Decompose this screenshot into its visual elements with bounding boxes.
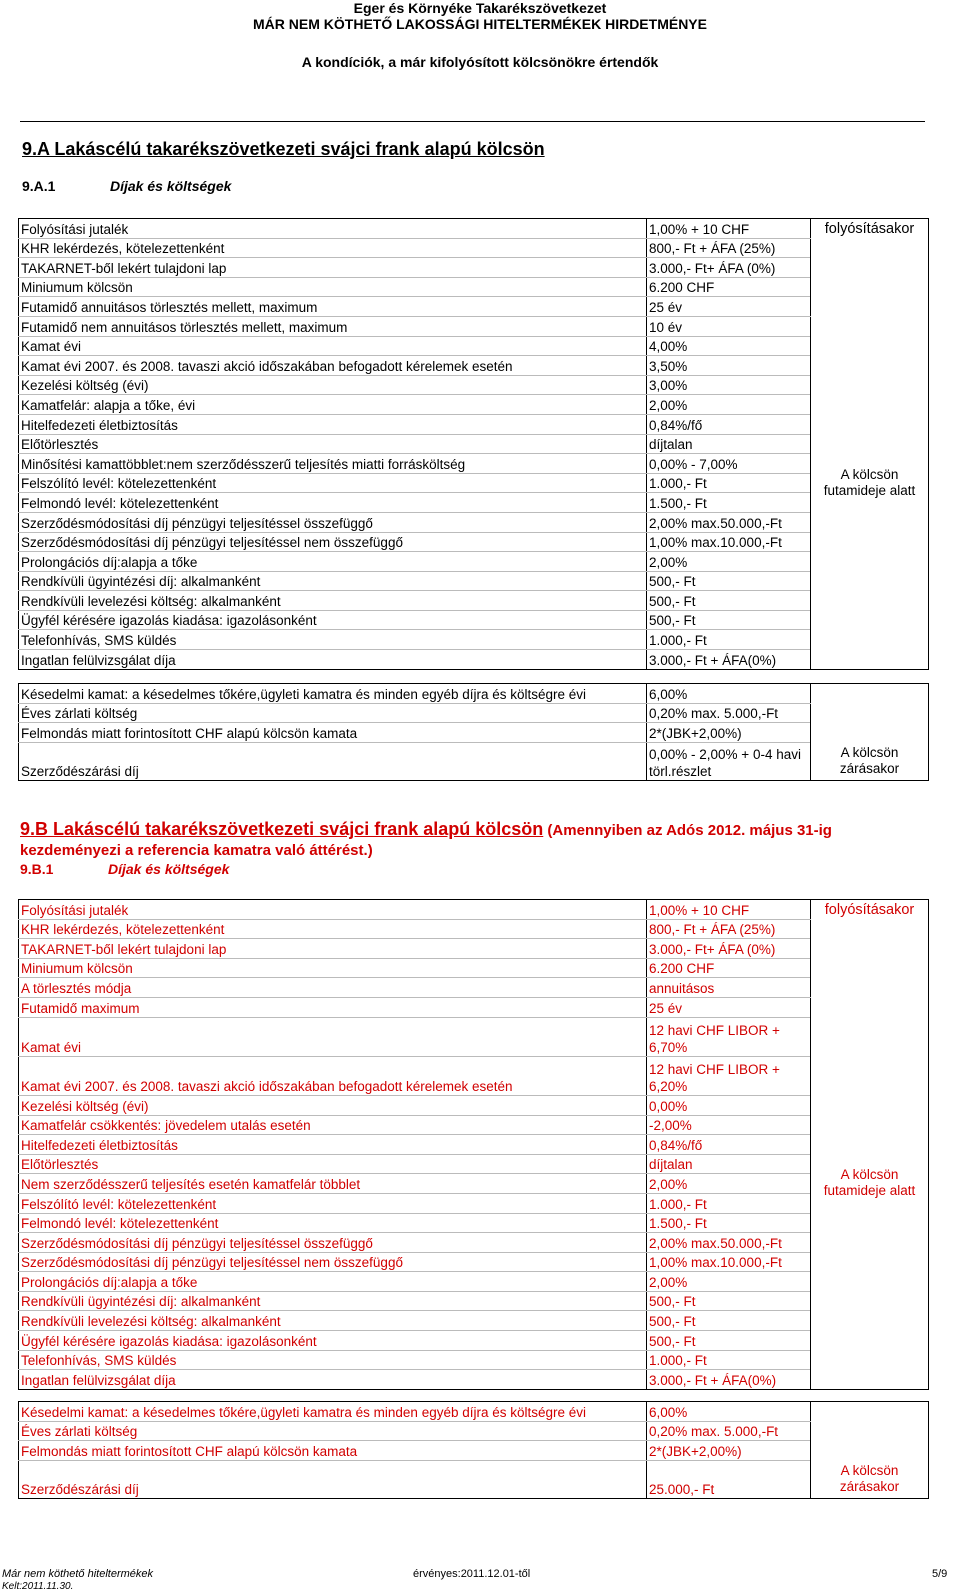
fee-label: Prolongációs díj:alapja a tőke xyxy=(19,1272,647,1292)
table-row xyxy=(19,723,929,743)
fee-label: Kamatfelár: alapja a tőke, évi xyxy=(19,395,647,415)
fee-value: 2,00% max.50.000,-Ft xyxy=(647,1233,811,1253)
fee-value: 500,- Ft xyxy=(647,571,811,591)
fee-value: 2,00% xyxy=(647,552,811,572)
table-row xyxy=(19,742,929,780)
table-row xyxy=(19,1331,929,1351)
fee-label: Futamidő annuitásos törlesztés mellett, maximum xyxy=(19,297,647,317)
document-title: MÁR NEM KÖTHETŐ LAKOSSÁGI HITELTERMÉKEK HIRDETMÉNYE xyxy=(253,16,707,32)
fee-label: Késedelmi kamat: a késedelmes tőkére,ügyleti kamatra és minden egyéb díjra és költségre évi xyxy=(19,1402,647,1422)
fee-value: 4,00% xyxy=(647,336,811,356)
loan-term-note: A kölcsön futamideje alatt xyxy=(811,978,929,1389)
fee-value: 6,00% xyxy=(647,684,811,704)
fee-label: Ingatlan felülvizsgálat díja xyxy=(19,650,647,670)
table-row xyxy=(19,571,929,591)
fee-value: 25.000,- Ft xyxy=(647,1460,811,1498)
fee-label: Miniumum kölcsön xyxy=(19,277,647,297)
fee-value: 3,00% xyxy=(647,375,811,395)
table-row xyxy=(19,703,929,723)
table-row xyxy=(19,900,929,920)
fee-value: 6.200 CHF xyxy=(647,277,811,297)
fee-label: TAKARNET-ből lekért tulajdoni lap xyxy=(19,939,647,959)
table-row xyxy=(19,395,929,415)
table-row xyxy=(19,473,929,493)
table-row xyxy=(19,1252,929,1272)
fee-label: Szerződésmódosítási díj pénzügyi teljesítéssel nem összefüggő xyxy=(19,532,647,552)
fee-label: Nem szerződésszerű teljesítés esetén kamatfelár többlet xyxy=(19,1174,647,1194)
fee-value: 3.000,- Ft+ ÁFA (0%) xyxy=(647,939,811,959)
blank-note-cell xyxy=(811,684,929,743)
fee-value: 2*(JBK+2,00%) xyxy=(647,1441,811,1461)
fee-value: 0,00% - 2,00% + 0-4 havi törl.részlet xyxy=(647,742,811,780)
table-row xyxy=(19,454,929,474)
table-row xyxy=(19,1272,929,1292)
fee-value: 0,20% max. 5.000,-Ft xyxy=(647,703,811,723)
fee-label: Felszólító levél: kötelezettenként xyxy=(19,1193,647,1213)
fee-value: annuitásos xyxy=(647,978,811,998)
table-row xyxy=(19,630,929,650)
fee-value: 0,00% xyxy=(647,1095,811,1115)
fee-value: 500,- Ft xyxy=(647,591,811,611)
fee-label: Folyósítási jutalék xyxy=(19,900,647,920)
fee-value: 3.000,- Ft + ÁFA(0%) xyxy=(647,1370,811,1390)
table-row xyxy=(19,939,929,959)
fee-value: 0,84%/fő xyxy=(647,414,811,434)
footer-left: Már nem köthető hiteltermékek xyxy=(2,1568,154,1580)
bank-name: Eger és Környéke Takarékszövetkezet xyxy=(353,0,607,16)
table-row xyxy=(19,512,929,532)
table-row xyxy=(19,919,929,939)
table-row xyxy=(19,997,929,1017)
fee-label: A törlesztés módja xyxy=(19,978,647,998)
section-a-title: 9.A Lakáscélú takarékszövetkezeti svájci frank alapú kölcsön xyxy=(22,139,545,159)
table-row xyxy=(19,958,929,978)
fee-value: 2,00% xyxy=(647,1174,811,1194)
fee-value: 12 havi CHF LIBOR + 6,70% xyxy=(647,1017,811,1056)
fee-value: 1,00% max.10.000,-Ft xyxy=(647,532,811,552)
fee-label: Kamat évi xyxy=(19,336,647,356)
footer-date: Kelt:2011.11.30. xyxy=(2,1581,74,1592)
fee-value: -2,00% xyxy=(647,1115,811,1135)
table-row xyxy=(19,356,929,376)
table-row xyxy=(19,552,929,572)
fee-label: Kezelési költség (évi) xyxy=(19,1095,647,1115)
section-b-fee-table xyxy=(18,899,929,1390)
table-row xyxy=(19,610,929,630)
fee-value: 1.500,- Ft xyxy=(647,1213,811,1233)
table-row xyxy=(19,978,929,998)
table-row xyxy=(19,1213,929,1233)
section-b-title xyxy=(20,819,920,861)
fee-value: 25 év xyxy=(647,297,811,317)
fee-value: díjtalan xyxy=(647,1154,811,1174)
fee-label: Futamidő maximum xyxy=(19,997,647,1017)
fee-value: 500,- Ft xyxy=(647,610,811,630)
fee-label: Felszólító levél: kötelezettenként xyxy=(19,473,647,493)
table-row xyxy=(19,1115,929,1135)
loan-term-note: A kölcsön futamideje alatt xyxy=(811,297,929,669)
fee-value: 2*(JBK+2,00%) xyxy=(647,723,811,743)
fee-value: 0,00% - 7,00% xyxy=(647,454,811,474)
fee-label: Előtörlesztés xyxy=(19,1154,647,1174)
table-row xyxy=(19,1056,929,1095)
fee-value: 1,00% + 10 CHF xyxy=(647,900,811,920)
fee-label: Szerződésmódosítási díj pénzügyi teljesítéssel összefüggő xyxy=(19,512,647,532)
fee-value: díjtalan xyxy=(647,434,811,454)
table-row xyxy=(19,532,929,552)
table-row xyxy=(19,1193,929,1213)
table-row xyxy=(19,684,929,704)
fee-label: Kamatfelár csökkentés: jövedelem utalás esetén xyxy=(19,1115,647,1135)
table-row xyxy=(19,1370,929,1390)
fee-value: 2,00% max.50.000,-Ft xyxy=(647,512,811,532)
table-row xyxy=(19,1402,929,1422)
table-row xyxy=(19,1154,929,1174)
fee-label: Ingatlan felülvizsgálat díja xyxy=(19,1370,647,1390)
table-row xyxy=(19,375,929,395)
fee-label: Éves zárlati költség xyxy=(19,1421,647,1441)
closing-note: A kölcsön zárásakor xyxy=(811,742,929,780)
fee-value: 500,- Ft xyxy=(647,1331,811,1351)
fee-label: Rendkívüli levelezési költség: alkalmanként xyxy=(19,591,647,611)
fee-value: 500,- Ft xyxy=(647,1311,811,1331)
fee-label: Prolongációs díj:alapja a tőke xyxy=(19,552,647,572)
fee-label: Folyósítási jutalék xyxy=(19,219,647,239)
section-a-closing-table xyxy=(18,683,929,781)
fee-label: Futamidő nem annuitásos törlesztés mellett, maximum xyxy=(19,316,647,336)
fee-label: Hitelfedezeti életbiztosítás xyxy=(19,414,647,434)
table-row xyxy=(19,336,929,356)
fee-label: Minősítési kamattöbblet:nem szerződésszerű teljesítés miatti forrásköltség xyxy=(19,454,647,474)
fee-value: 6.200 CHF xyxy=(647,958,811,978)
table-row xyxy=(19,258,929,278)
table-row xyxy=(19,1460,929,1498)
fee-label: Felmondás miatt forintosított CHF alapú kölcsön kamata xyxy=(19,723,647,743)
fee-label: Kamat évi 2007. és 2008. tavaszi akció időszakában befogadott kérelemek esetén xyxy=(19,356,647,376)
fee-label: Telefonhívás, SMS küldés xyxy=(19,1350,647,1370)
fee-label: Felmondó levél: kötelezettenként xyxy=(19,493,647,513)
blank-note-cell xyxy=(811,1402,929,1461)
section-b-subheading xyxy=(20,861,420,879)
section-b-closing-table xyxy=(18,1401,929,1499)
document-subtitle: A kondíciók, a már kifolyósított kölcsönökre értendők xyxy=(301,54,659,70)
table-row xyxy=(19,1421,929,1441)
table-row xyxy=(19,1441,929,1461)
table-row xyxy=(19,1311,929,1331)
table-row xyxy=(19,238,929,258)
fee-value: 1,00% max.10.000,-Ft xyxy=(647,1252,811,1272)
fee-value: 1.000,- Ft xyxy=(647,630,811,650)
section-b-title-note: (Amennyiben az Adós 2012. május 31-ig kezdeményezi a referencia kamatra való áttérést.) xyxy=(20,822,832,859)
table-row xyxy=(19,1233,929,1253)
table-row xyxy=(19,1017,929,1056)
fee-label: KHR lekérdezés, kötelezettenként xyxy=(19,919,647,939)
fee-value: 2,00% xyxy=(647,1272,811,1292)
section-b-title-main: 9.B Lakáscélú takarékszövetkezeti svájci frank alapú kölcsön xyxy=(20,819,544,839)
fee-label: TAKARNET-ből lekért tulajdoni lap xyxy=(19,258,647,278)
fee-value: 1.500,- Ft xyxy=(647,493,811,513)
table-row xyxy=(19,316,929,336)
closing-note: A kölcsön zárásakor xyxy=(811,1460,929,1498)
table-row xyxy=(19,1350,929,1370)
fee-value: 3,50% xyxy=(647,356,811,376)
fee-label: Késedelmi kamat: a késedelmes tőkére,ügyleti kamatra és minden egyéb díjra és költségre évi xyxy=(19,684,647,704)
table-row xyxy=(19,1135,929,1155)
section-b-sub-title: Díjak és költségek xyxy=(108,861,230,877)
fee-value: 1.000,- Ft xyxy=(647,1193,811,1213)
section-a-fee-table xyxy=(18,218,929,670)
table-row xyxy=(19,277,929,297)
fee-label: Szerződészárási díj xyxy=(19,742,647,780)
table-row xyxy=(19,1291,929,1311)
fee-value: 25 év xyxy=(647,997,811,1017)
fee-value: 1.000,- Ft xyxy=(647,1350,811,1370)
fee-label: Előtörlesztés xyxy=(19,434,647,454)
footer-page: 5/9 xyxy=(932,1568,948,1580)
fee-label: Ügyfél kérésére igazolás kiadása: igazolásonként xyxy=(19,1331,647,1351)
table-row xyxy=(19,493,929,513)
fee-label: Felmondó levél: kötelezettenként xyxy=(19,1213,647,1233)
fee-label: Felmondás miatt forintosított CHF alapú kölcsön kamata xyxy=(19,1441,647,1461)
table-row xyxy=(19,591,929,611)
disbursement-note: folyósításakor xyxy=(811,219,929,297)
disbursement-note: folyósításakor xyxy=(811,900,929,978)
footer-valid: érvényes:2011.12.01-től xyxy=(413,1568,531,1580)
fee-value: 800,- Ft + ÁFA (25%) xyxy=(647,238,811,258)
fee-value: 12 havi CHF LIBOR + 6,20% xyxy=(647,1056,811,1095)
section-b-sub-number: 9.B.1 xyxy=(20,861,54,877)
fee-value: 0,84%/fő xyxy=(647,1135,811,1155)
fee-value: 6,00% xyxy=(647,1402,811,1422)
fee-label: Kamat évi 2007. és 2008. tavaszi akció időszakában befogadott kérelemek esetén xyxy=(19,1056,647,1095)
table-row xyxy=(19,219,929,239)
fee-label: Szerződésmódosítási díj pénzügyi teljesítéssel összefüggő xyxy=(19,1233,647,1253)
fee-label: Miniumum kölcsön xyxy=(19,958,647,978)
table-row xyxy=(19,297,929,317)
table-row xyxy=(19,434,929,454)
fee-label: Éves zárlati költség xyxy=(19,703,647,723)
fee-label: Szerződészárási díj xyxy=(19,1460,647,1498)
fee-label: Hitelfedezeti életbiztosítás xyxy=(19,1135,647,1155)
table-row xyxy=(19,1095,929,1115)
table-row xyxy=(19,414,929,434)
fee-value: 800,- Ft + ÁFA (25%) xyxy=(647,919,811,939)
fee-value: 3.000,- Ft+ ÁFA (0%) xyxy=(647,258,811,278)
section-a-sub-number: 9.A.1 xyxy=(22,178,56,194)
table-row xyxy=(19,650,929,670)
fee-label: Ügyfél kérésére igazolás kiadása: igazolásonként xyxy=(19,610,647,630)
fee-value: 2,00% xyxy=(647,395,811,415)
fee-label: Kamat évi xyxy=(19,1017,647,1056)
fee-label: Rendkívüli ügyintézési díj: alkalmanként xyxy=(19,571,647,591)
fee-label: Kezelési költség (évi) xyxy=(19,375,647,395)
top-rule xyxy=(20,121,925,122)
table-row xyxy=(19,1174,929,1194)
fee-value: 0,20% max. 5.000,-Ft xyxy=(647,1421,811,1441)
fee-label: Telefonhívás, SMS küldés xyxy=(19,630,647,650)
fee-label: Szerződésmódosítási díj pénzügyi teljesítéssel nem összefüggő xyxy=(19,1252,647,1272)
fee-label: Rendkívüli levelezési költség: alkalmanként xyxy=(19,1311,647,1331)
section-a-subheading xyxy=(22,178,422,196)
fee-value: 1.000,- Ft xyxy=(647,473,811,493)
fee-value: 500,- Ft xyxy=(647,1291,811,1311)
section-a-sub-title: Díjak és költségek xyxy=(110,178,232,194)
fee-value: 1,00% + 10 CHF xyxy=(647,219,811,239)
fee-label: Rendkívüli ügyintézési díj: alkalmanként xyxy=(19,1291,647,1311)
fee-value: 10 év xyxy=(647,316,811,336)
fee-value: 3.000,- Ft + ÁFA(0%) xyxy=(647,650,811,670)
fee-label: KHR lekérdezés, kötelezettenként xyxy=(19,238,647,258)
